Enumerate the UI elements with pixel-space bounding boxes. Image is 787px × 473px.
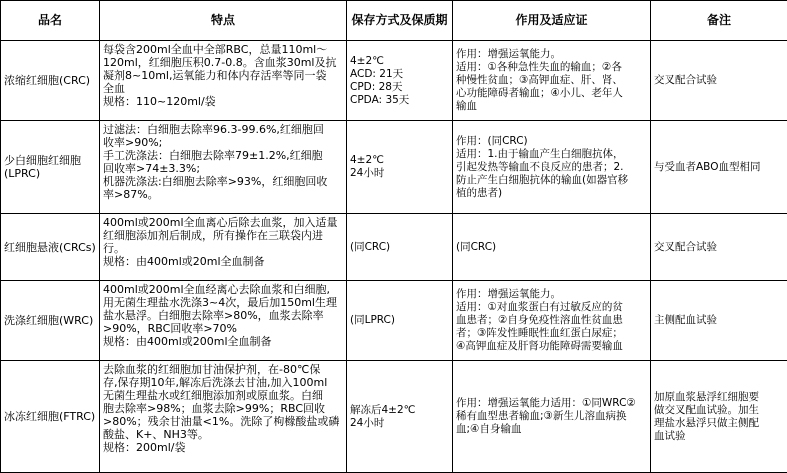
usage-line: 防止产生白细胞抗体的输血(如器官移 [456, 173, 629, 186]
product-usage [453, 121, 651, 214]
usage-line: 作用：增强运氧能力。 [456, 288, 561, 300]
feature-line: 手工洗涤法：白细胞去除率79±1.2%,红细胞 [103, 149, 323, 162]
product-name-line: (LPRC) [4, 167, 41, 180]
storage-line: 4±2℃ [350, 54, 384, 67]
product-storage [347, 121, 453, 214]
feature-line: 规格：200ml/袋 [103, 441, 186, 454]
feature-line: 规格：110~120ml/袋 [103, 95, 216, 108]
usage-line: 稀有血型患者输血;③新生儿溶血病换 [456, 410, 627, 422]
product-usage [453, 361, 651, 473]
usage-line: 作用：增强运氧能力适用：①同WRC② [456, 397, 636, 409]
storage-line: 24小时 [350, 416, 385, 429]
feature-line: 用无菌生理盐水洗涤3~4次，最后加150ml生理 [103, 296, 337, 309]
table-row [1, 121, 787, 214]
feature-line: 率>87%。 [103, 188, 159, 201]
product-features [100, 41, 347, 121]
feature-line: 120ml，红细胞压积0.7-0.8。含血浆30ml及抗 [103, 56, 337, 69]
header-storage: 保存方式及保质期 [347, 1, 453, 41]
feature-line: 无菌生理盐水或红细胞添加剂或原血浆。白细 [103, 389, 323, 402]
table-row [1, 41, 787, 121]
product-usage [453, 214, 651, 281]
product-usage [453, 41, 651, 121]
header-usage: 作用及适应证 [453, 1, 651, 41]
usage-line: 作用：增强运氧能力。 [456, 48, 561, 60]
feature-line: 全血 [103, 82, 125, 95]
usage-line: 引起发热等输血不良反应的患者；2. [456, 160, 624, 173]
usage-line: 心功能障碍者输血；④小儿、老年人 [456, 87, 623, 99]
remark-line: 血试验 [654, 429, 686, 442]
product-name: 红细胞悬液(CRCs) [1, 214, 100, 281]
product-remark: 交叉配合试验 [651, 214, 787, 281]
usage-line: ④高钾血症及肝肾功能障碍需要输血 [456, 340, 623, 352]
remark-line: 加原血浆悬浮红细胞要 [654, 390, 759, 403]
product-storage [347, 281, 453, 361]
product-name: 洗涤红细胞(WRC) [1, 281, 100, 361]
storage-line: (同CRC) [350, 240, 391, 253]
feature-line: 每袋含200ml全血中全部RBC，总量110ml～ [103, 43, 328, 56]
feature-line: 回收率>74±3.3%; [103, 162, 201, 175]
feature-line: 行。 [103, 242, 125, 255]
usage-line: 适用：1.由于输血产生白细胞抗体， [456, 147, 624, 160]
feature-line: 机器洗涤法:白细胞去除率>93%，红细胞回收 [103, 175, 328, 188]
usage-line: 植的患者) [456, 186, 503, 199]
feature-line: 凝剂8~10ml,运氧能力和体内存活率等同一袋 [103, 69, 327, 82]
usage-line: 血;④自身输血 [456, 423, 522, 435]
feature-line: >90%，RBC回收率>70% [103, 322, 238, 335]
header-remark: 备注 [651, 1, 787, 41]
remark-line: 做交叉配血试验。加生 [654, 403, 759, 416]
feature-line: 过滤法：白细胞去除率96.3-99.6%,红细胞回 [103, 123, 324, 136]
remark-line: 理盐水悬浮只做主侧配 [654, 416, 759, 429]
feature-line: >80%；残余甘油量<1%。洗除了枸橼酸盐或磷 [103, 415, 340, 428]
product-features [100, 214, 347, 281]
feature-line: 去除血浆的红细胞加甘油保护剂，在-80℃保 [103, 363, 321, 376]
feature-line: 收率>90%; [103, 136, 163, 149]
product-storage [347, 214, 453, 281]
feature-line: 存,保存期10年,解冻后洗涤去甘油,加入100ml [103, 376, 328, 389]
feature-line: 胞去除率>98%；血浆去除>99%；RBC回收 [103, 402, 326, 415]
feature-line: 红细胞添加剂后制成，所有操作在三联袋内进 [103, 229, 323, 242]
product-name-line: 少白细胞红细胞 [4, 154, 81, 167]
usage-line: 输血 [456, 100, 477, 112]
product-remark [651, 361, 787, 473]
header-row [1, 1, 787, 41]
table-row [1, 214, 787, 281]
storage-line: 解冻后4±2℃ [350, 403, 416, 416]
product-name [1, 121, 100, 214]
product-name: 浓缩红细胞(CRC) [1, 41, 100, 121]
usage-line: 种慢性贫血；③高钾血症、肝、肾、 [456, 74, 623, 86]
header-name: 品名 [1, 1, 100, 41]
product-storage [347, 361, 453, 473]
storage-line: 24小时 [350, 167, 385, 179]
feature-line: 400ml或200ml全血经离心去除血浆和白细胞, [103, 283, 331, 296]
usage-line: (同CRC) [456, 240, 497, 253]
feature-line: 规格：由400ml或200ml全血制备 [103, 335, 272, 348]
storage-line: 4±2℃ [350, 154, 384, 166]
feature-line: 400ml或200ml全血离心后除去血浆，加入适量 [103, 216, 338, 229]
storage-line: CPDA: 35天 [350, 93, 410, 106]
usage-line: 者；③阵发性睡眠性血红蛋白尿症； [456, 327, 623, 339]
storage-line: CPD: 28天 [350, 80, 403, 93]
header-feature: 特点 [100, 1, 347, 41]
table-row [1, 361, 787, 473]
feature-line: 盐水悬浮。白细胞去除率>80%，血浆去除率 [103, 309, 324, 322]
feature-line: 酸盐、K+、NH3等。 [103, 428, 209, 441]
usage-line: 血患者；②自身免疫性溶血性贫血患 [456, 314, 623, 326]
product-remark: 主侧配血试验 [651, 281, 787, 361]
product-features [100, 361, 347, 473]
product-remark: 与受血者ABO血型相同 [651, 121, 787, 214]
product-features [100, 281, 347, 361]
product-storage [347, 41, 453, 121]
usage-line: 适用：①各种急性失血的输血；②各 [456, 61, 622, 73]
storage-line: ACD: 21天 [350, 67, 404, 80]
product-features [100, 121, 347, 214]
product-remark: 交叉配合试验 [651, 41, 787, 121]
product-usage [453, 281, 651, 361]
usage-line: 适用：①对血浆蛋白有过敏反应的贫 [456, 301, 623, 313]
table-row [1, 281, 787, 361]
usage-line: 作用：(同CRC) [456, 134, 528, 147]
feature-line: 规格：由400ml或20ml全血制备 [103, 255, 265, 268]
storage-line: (同LPRC) [350, 314, 395, 326]
product-name: 冰冻红细胞(FTRC) [1, 361, 100, 473]
